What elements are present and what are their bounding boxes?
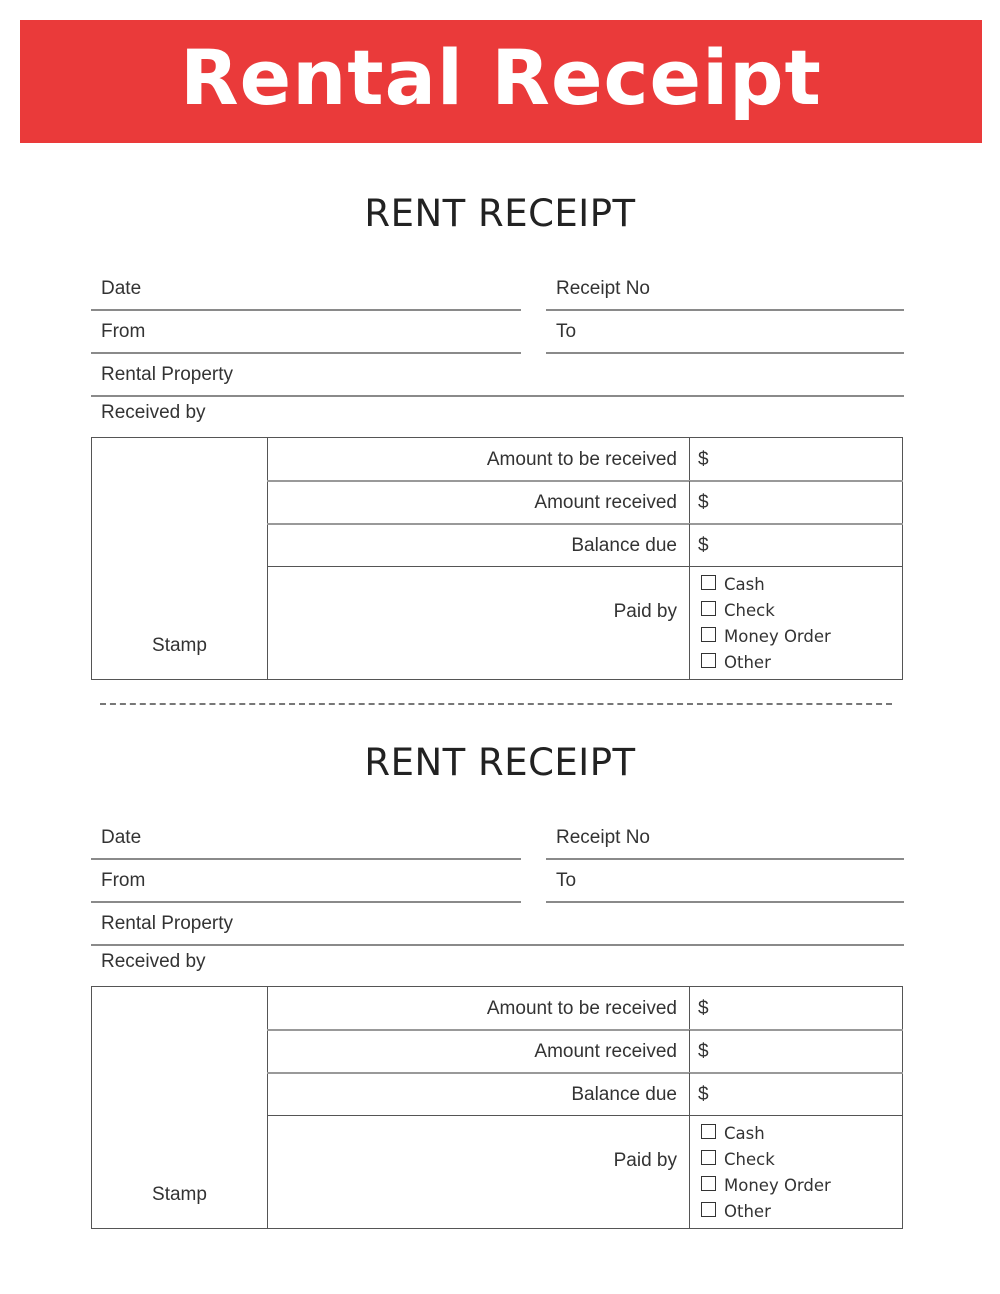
checkbox-icon[interactable] xyxy=(701,1176,716,1191)
amount-to-be-received-label: Amount to be received xyxy=(486,998,677,1019)
checkbox-icon[interactable] xyxy=(701,1202,716,1217)
option-label: Other xyxy=(724,652,771,672)
option-label: Money Order xyxy=(724,1175,831,1195)
checkbox-icon[interactable] xyxy=(701,627,716,642)
to-field[interactable] xyxy=(546,859,904,903)
rent-receipt-1 xyxy=(0,192,1000,692)
balance-due-label: Balance due xyxy=(571,535,677,556)
option-other[interactable] xyxy=(701,651,771,673)
checkbox-icon[interactable] xyxy=(701,653,716,668)
currency-symbol: $ xyxy=(698,492,709,513)
checkbox-icon[interactable] xyxy=(701,1150,716,1165)
to-field[interactable] xyxy=(546,310,904,354)
option-check[interactable] xyxy=(701,599,775,621)
rental-property-field[interactable] xyxy=(91,353,904,397)
receipt-title: RENT RECEIPT xyxy=(364,192,636,235)
receipt-no-field[interactable] xyxy=(546,816,904,860)
option-cash[interactable] xyxy=(701,1122,765,1144)
from-label: From xyxy=(101,321,146,342)
currency-symbol: $ xyxy=(698,1084,709,1105)
option-other[interactable] xyxy=(701,1200,771,1222)
to-label: To xyxy=(556,870,577,891)
paid-by-row xyxy=(267,567,903,680)
option-label: Cash xyxy=(724,1123,765,1143)
amount-to-be-received-label: Amount to be received xyxy=(486,449,677,470)
stamp-label: Stamp xyxy=(152,1184,207,1205)
amount-to-be-received-row xyxy=(267,438,903,482)
amount-received-label: Amount received xyxy=(534,492,677,513)
cut-line-divider xyxy=(100,703,892,705)
option-label: Cash xyxy=(724,574,765,594)
paid-by-row xyxy=(267,1116,903,1229)
amount-received-label: Amount received xyxy=(534,1041,677,1062)
date-field[interactable] xyxy=(91,816,521,860)
amount-to-be-received-input[interactable] xyxy=(689,438,904,480)
currency-symbol: $ xyxy=(698,998,709,1019)
date-label: Date xyxy=(101,278,142,299)
amount-received-row xyxy=(267,1030,903,1074)
paid-by-options xyxy=(689,567,904,680)
stamp-area xyxy=(92,987,268,1228)
stamp-area xyxy=(92,438,268,679)
currency-symbol: $ xyxy=(698,1041,709,1062)
receipt-title: RENT RECEIPT xyxy=(364,741,636,784)
paid-by-options xyxy=(689,1116,904,1229)
payment-table xyxy=(91,437,903,680)
option-label: Other xyxy=(724,1201,771,1221)
amount-to-be-received-row xyxy=(267,987,903,1031)
rental-property-field[interactable] xyxy=(91,902,904,946)
amount-to-be-received-input[interactable] xyxy=(689,987,904,1029)
option-check[interactable] xyxy=(701,1148,775,1170)
checkbox-icon[interactable] xyxy=(701,1124,716,1139)
balance-due-input[interactable] xyxy=(689,1073,904,1115)
amount-received-row xyxy=(267,481,903,525)
receipt-no-label: Receipt No xyxy=(556,827,650,848)
from-field[interactable] xyxy=(91,859,521,903)
option-label: Check xyxy=(724,1149,775,1169)
checkbox-icon[interactable] xyxy=(701,601,716,616)
currency-symbol: $ xyxy=(698,535,709,556)
currency-symbol: $ xyxy=(698,449,709,470)
receipt-no-label: Receipt No xyxy=(556,278,650,299)
paid-by-label: Paid by xyxy=(613,601,677,622)
payment-table xyxy=(91,986,903,1229)
received-by-label: Received by xyxy=(101,402,206,423)
paid-by-label: Paid by xyxy=(613,1150,677,1171)
rental-property-label: Rental Property xyxy=(101,913,234,934)
from-label: From xyxy=(101,870,146,891)
checkbox-icon[interactable] xyxy=(701,575,716,590)
from-field[interactable] xyxy=(91,310,521,354)
balance-due-row xyxy=(267,1073,903,1116)
rent-receipt-2 xyxy=(0,741,1000,1241)
received-by-field[interactable] xyxy=(91,394,904,436)
option-cash[interactable] xyxy=(701,573,765,595)
banner-title: Rental Receipt xyxy=(180,33,822,122)
balance-due-label: Balance due xyxy=(571,1084,677,1105)
rental-property-label: Rental Property xyxy=(101,364,234,385)
receipt-no-field[interactable] xyxy=(546,267,904,311)
option-money-order[interactable] xyxy=(701,625,831,647)
amount-received-input[interactable] xyxy=(689,1030,904,1072)
balance-due-row xyxy=(267,524,903,567)
received-by-field[interactable] xyxy=(91,943,904,985)
option-label: Check xyxy=(724,600,775,620)
balance-due-input[interactable] xyxy=(689,524,904,566)
stamp-label: Stamp xyxy=(152,635,207,656)
date-field[interactable] xyxy=(91,267,521,311)
received-by-label: Received by xyxy=(101,951,206,972)
header-banner xyxy=(20,20,982,143)
date-label: Date xyxy=(101,827,142,848)
option-money-order[interactable] xyxy=(701,1174,831,1196)
to-label: To xyxy=(556,321,577,342)
amount-received-input[interactable] xyxy=(689,481,904,523)
option-label: Money Order xyxy=(724,626,831,646)
